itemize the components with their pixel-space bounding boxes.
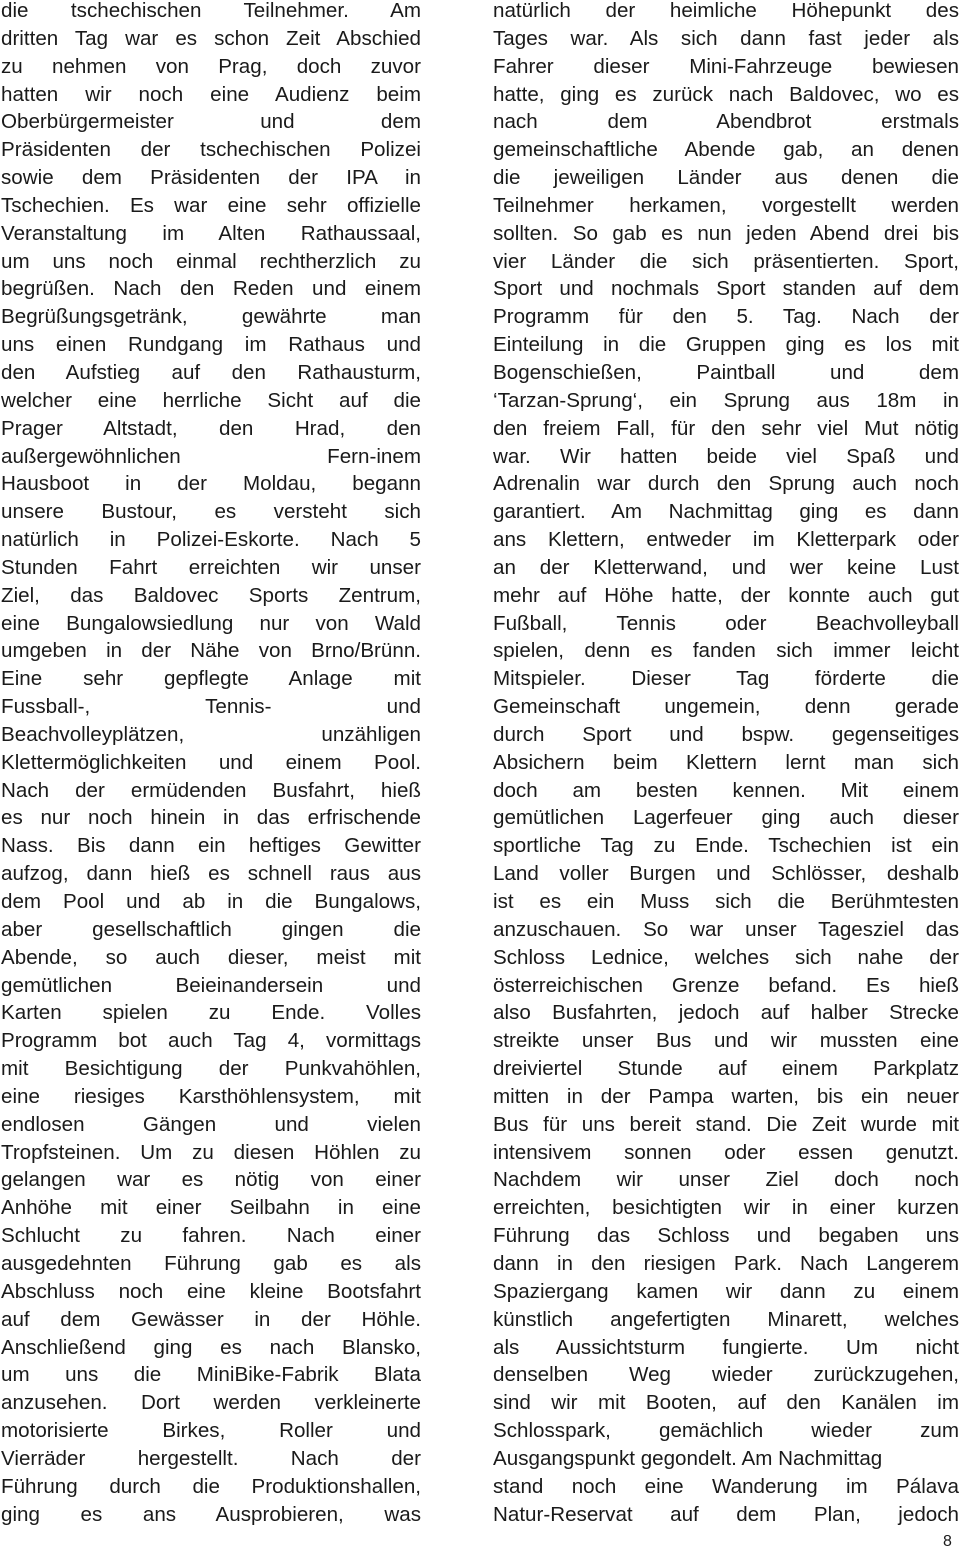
text-line: mitten in der Pampa warten, bis ein neuer <box>493 1084 959 1108</box>
text-line: nach dem Abendbrot erstmals <box>493 110 959 134</box>
text-line: unsere Bustour, es versteht sich <box>1 500 421 524</box>
text-line: natürlich in Polizei-Eskorte. Nach 5 <box>1 528 421 552</box>
text-line: eine Bungalowsiedlung nur von Wald <box>1 611 421 635</box>
text-line: motorisierte Birkes, Roller und <box>1 1419 421 1443</box>
left-text-column <box>1 0 421 1528</box>
text-line: um uns noch einmal rechtherzlich zu <box>1 249 421 273</box>
text-line: den freiem Fall, für den sehr viel Mut nötig <box>493 416 959 440</box>
text-line: hatten wir noch eine Audienz beim <box>1 82 421 106</box>
text-line: Begrüßungsgetränk, gewährte man <box>1 305 421 329</box>
text-line: Tages war. Als sich dann fast jeder als <box>493 26 959 50</box>
text-line: Gemeinschaft ungemein, denn gerade <box>493 695 959 719</box>
text-line: natürlich der heimliche Höhepunkt des <box>493 0 959 22</box>
text-line: gemütlichen Beieinandersein und <box>1 973 421 997</box>
text-line: um uns die MiniBike-Fabrik Blata <box>1 1363 421 1387</box>
text-line: ist es ein Muss sich die Berühmtesten <box>493 890 959 913</box>
text-line: Oberbürgermeister und dem <box>1 110 421 134</box>
text-line: Adrenalin war durch den Sprung auch noch <box>493 472 959 496</box>
text-line: welcher eine herrliche Sicht auf die <box>1 388 421 412</box>
text-line: Land voller Burgen und Schlösser, deshalb <box>493 862 959 886</box>
text-line: ‘Tarzan-Sprung‘, ein Sprung aus 18m in <box>493 388 959 412</box>
text-line: streikte unser Bus und wir mussten eine <box>493 1029 959 1053</box>
text-line: österreichischen Grenze befand. Es hieß <box>493 973 959 997</box>
text-line: Stunden Fahrt erreichten wir unser <box>1 555 421 579</box>
text-line: Teilnehmer herkamen, vorgestellt werden <box>493 193 959 217</box>
text-line: Schloss Lednice, welches sich nahe der <box>493 945 959 969</box>
text-line: Abende, so auch dieser, meist mit <box>1 945 421 969</box>
text-line: sollten. So gab es nun jeden Abend drei bis <box>493 221 959 245</box>
text-line: Anhöhe mit einer Seilbahn in eine <box>1 1196 421 1220</box>
right-text-column <box>493 0 959 1528</box>
text-line: Führung durch die Produktionshallen, <box>1 1474 421 1498</box>
text-line: Nachdem wir unser Ziel doch noch <box>493 1168 959 1192</box>
text-line: den Aufstieg auf den Rathausturm, <box>1 360 421 384</box>
text-line: gemeinschaftliche Abende gab, an denen <box>493 138 959 162</box>
text-line: Mitspieler. Dieser Tag förderte die <box>493 667 959 691</box>
text-line: Programm bot auch Tag 4, vormittags <box>1 1029 421 1053</box>
text-line: umgeben in der Nähe von Brno/Brünn. <box>1 639 421 663</box>
text-line: eine riesiges Karsthöhlensystem, mit <box>1 1084 421 1108</box>
text-line: Tschechien. Es war eine sehr offizielle <box>1 193 421 217</box>
text-line: endlosen Gängen und vielen <box>1 1112 421 1136</box>
text-line: Eine sehr gepflegte Anlage mit <box>1 667 421 691</box>
text-line: Abschluss noch eine kleine Bootsfahrt <box>1 1279 421 1303</box>
text-line: ging es ans Ausprobieren, was <box>1 1502 421 1526</box>
text-line: Vierräder hergestellt. Nach der <box>1 1446 421 1470</box>
text-line: dem Pool und ab in die Bungalows, <box>1 890 421 913</box>
text-line: aufzog, dann hieß es schnell raus aus <box>1 862 421 886</box>
text-line: die jeweiligen Länder aus denen die <box>493 166 959 190</box>
text-line: sportliche Tag zu Ende. Tschechien ist ein <box>493 834 959 858</box>
text-line: Natur-Reservat auf dem Plan, jedoch <box>493 1502 959 1526</box>
text-line: Ausgangspunkt gegondelt. Am Nachmittag <box>493 1446 883 1470</box>
text-line: Programm für den 5. Tag. Nach der <box>493 305 959 329</box>
text-line: durch Sport und bspw. gegenseitiges <box>493 722 959 746</box>
text-line: Nach der ermüdenden Busfahrt, hieß <box>1 778 421 802</box>
text-line: erreichten, besichtigten wir in einer kurzen <box>493 1196 959 1220</box>
text-line: künstlich angefertigten Minarett, welches <box>493 1307 959 1331</box>
text-line: Bus für uns bereit stand. Die Zeit wurde mit <box>493 1112 959 1136</box>
text-line: ans Klettern, entweder im Kletterpark oder <box>493 528 959 552</box>
text-line: war. Wir hatten beide viel Spaß und <box>493 444 959 468</box>
text-line: also Busfahrten, jedoch auf halber Strecke <box>493 1001 959 1025</box>
text-line: Schlosspark, gemächlich wieder zum <box>493 1419 959 1443</box>
text-line: Fussball-, Tennis- und <box>1 695 421 719</box>
text-line: spielen, denn es fanden sich immer leicht <box>493 639 959 663</box>
text-line: dreiviertel Stunde auf einem Parkplatz <box>493 1057 959 1081</box>
text-line: Veranstaltung im Alten Rathaussaal, <box>1 221 421 245</box>
text-line: intensivem sonnen oder essen genutzt. <box>493 1140 959 1164</box>
text-line: uns einen Rundgang im Rathaus und <box>1 333 421 357</box>
text-line: an der Kletterwand, und wer keine Lust <box>493 555 959 579</box>
text-line: ausgedehnten Führung gab es als <box>1 1251 421 1275</box>
text-line: Absichern beim Klettern lernt man sich <box>493 750 959 774</box>
text-line: Führung das Schloss und begaben uns <box>493 1224 959 1248</box>
text-line: die tschechischen Teilnehmer. Am <box>1 0 421 22</box>
text-line: Fußball, Tennis oder Beachvolleyball <box>493 611 959 635</box>
text-line: Hausboot in der Moldau, begann <box>1 472 421 496</box>
text-line: doch am besten kennen. Mit einem <box>493 778 959 802</box>
text-line: zu nehmen von Prag, doch zuvor <box>1 54 421 78</box>
text-line: Bogenschießen, Paintball und dem <box>493 360 959 384</box>
text-line: Ziel, das Baldovec Sports Zentrum, <box>1 583 421 607</box>
text-line: Fahrer dieser Mini-Fahrzeuge bewiesen <box>493 54 959 78</box>
text-line: Nass. Bis dann ein heftiges Gewitter <box>1 834 421 858</box>
text-line: Sport und nochmals Sport standen auf dem <box>493 277 959 301</box>
text-line: mehr auf Höhe hatte, der konnte auch gut <box>493 583 959 607</box>
text-line: gemütlichen Lagerfeuer ging auch dieser <box>493 806 959 830</box>
text-line: Anschließend ging es nach Blansko, <box>1 1335 421 1359</box>
text-line: hatte, ging es zurück nach Baldovec, wo es <box>493 82 959 106</box>
text-line: Spaziergang kamen wir dann zu einem <box>493 1279 959 1303</box>
text-line: Klettermöglichkeiten und einem Pool. <box>1 750 421 774</box>
text-line: außergewöhnlichen Fern-inem <box>1 444 421 468</box>
text-line: als Aussichtsturm fungierte. Um nicht <box>493 1335 959 1359</box>
text-line: es nur noch hinein in das erfrischende <box>1 806 421 830</box>
text-line: garantiert. Am Nachmittag ging es dann <box>493 500 959 524</box>
text-line: gelangen war es nötig von einer <box>1 1168 421 1192</box>
text-line: Karten spielen zu Ende. Volles <box>1 1001 421 1025</box>
text-line: auf dem Gewässer in der Höhle. <box>1 1307 421 1331</box>
text-line: dritten Tag war es schon Zeit Abschied <box>1 26 421 50</box>
text-line: Tropfsteinen. Um zu diesen Höhlen zu <box>1 1140 421 1164</box>
text-line: denselben Weg wieder zurückzugehen, <box>493 1363 959 1387</box>
text-line: sind wir mit Booten, auf den Kanälen im <box>493 1391 959 1415</box>
text-line: aber gesellschaftlich gingen die <box>1 917 421 941</box>
text-line: Präsidenten der tschechischen Polizei <box>1 138 421 162</box>
text-line: Prager Altstadt, den Hrad, den <box>1 416 421 440</box>
text-line: mit Besichtigung der Punkvahöhlen, <box>1 1057 421 1081</box>
text-line: dann in den riesigen Park. Nach Langerem <box>493 1251 959 1275</box>
text-line: begrüßen. Nach den Reden und einem <box>1 277 421 301</box>
text-line: sowie dem Präsidenten der IPA in <box>1 166 421 190</box>
text-line: vier Länder die sich präsentierten. Sport, <box>493 249 959 273</box>
text-line: Beachvolleyplätzen, unzähligen <box>1 722 421 746</box>
text-line: Schlucht zu fahren. Nach einer <box>1 1224 421 1248</box>
text-line: anzuschauen. So war unser Tagesziel das <box>493 917 959 941</box>
text-line: anzusehen. Dort werden verkleinerte <box>1 1391 421 1415</box>
text-line: stand noch eine Wanderung im Pálava <box>493 1474 959 1498</box>
page-number: 8 <box>943 1533 952 1550</box>
text-line: Einteilung in die Gruppen ging es los mit <box>493 333 959 357</box>
